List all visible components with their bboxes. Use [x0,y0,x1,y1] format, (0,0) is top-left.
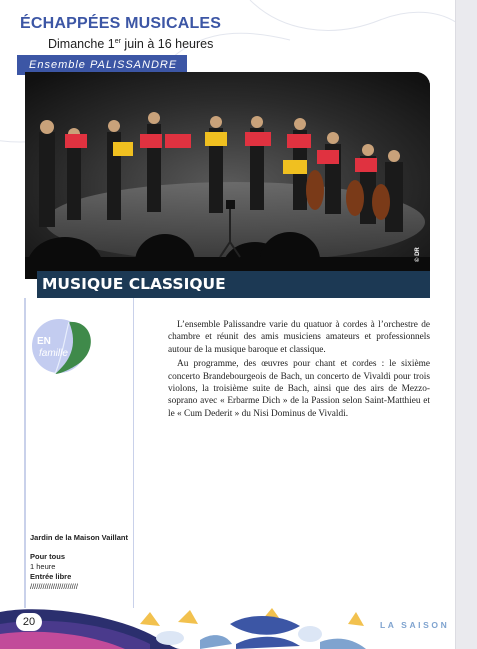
concert-photo [25,72,430,279]
badge-label-famille: famille [39,348,68,359]
slash-decoration: /////////////////////// [30,582,78,591]
audience-label: Pour tous [30,552,65,561]
description-paragraph: L’ensemble Palissandre varie du quatuor à cordes à l’orchestre de chambre et réunit des amis musiciens amateurs et professionnels autour de la musique baroque et classique. [168,320,430,355]
photo-illustration [25,72,430,279]
venue-name: Jardin de la Maison Vaillant [30,533,128,542]
viewer-gutter [455,0,477,649]
section-title: MUSIQUE CLASSIQUE [37,271,430,298]
page-title: ÉCHAPPÉES MUSICALES [20,15,222,32]
event-date: Dimanche 1er juin à 16 heures [48,37,214,51]
description-paragraph: Au programme, des œuvres pour chant et cordes : le sixième concerto Brandebourgeois de Bach, un concerto de Vivaldi pour trois violons, la troisième suite de Bach, ainsi que des airs de Mezzo-soprano avec « Erbarme Dich » de la Passion selon Saint-Matthieu et le « Cum Dederit » du Nisi Dominus de Vivaldi. [168,359,430,419]
left-divider [24,298,26,608]
event-description [168,319,430,422]
ensemble-label: Ensemble PALISSANDRE [17,55,187,75]
duration-label: 1 heure [30,562,56,571]
page-number: 20 [16,613,42,631]
brand-label: LA SAISON [380,620,450,630]
column-divider [133,298,134,608]
entry-label: Entrée libre [30,572,72,581]
badge-label-en: EN [37,336,51,347]
en-famille-badge [29,316,99,376]
event-info [30,533,128,592]
photo-credit: © DR [415,247,421,262]
